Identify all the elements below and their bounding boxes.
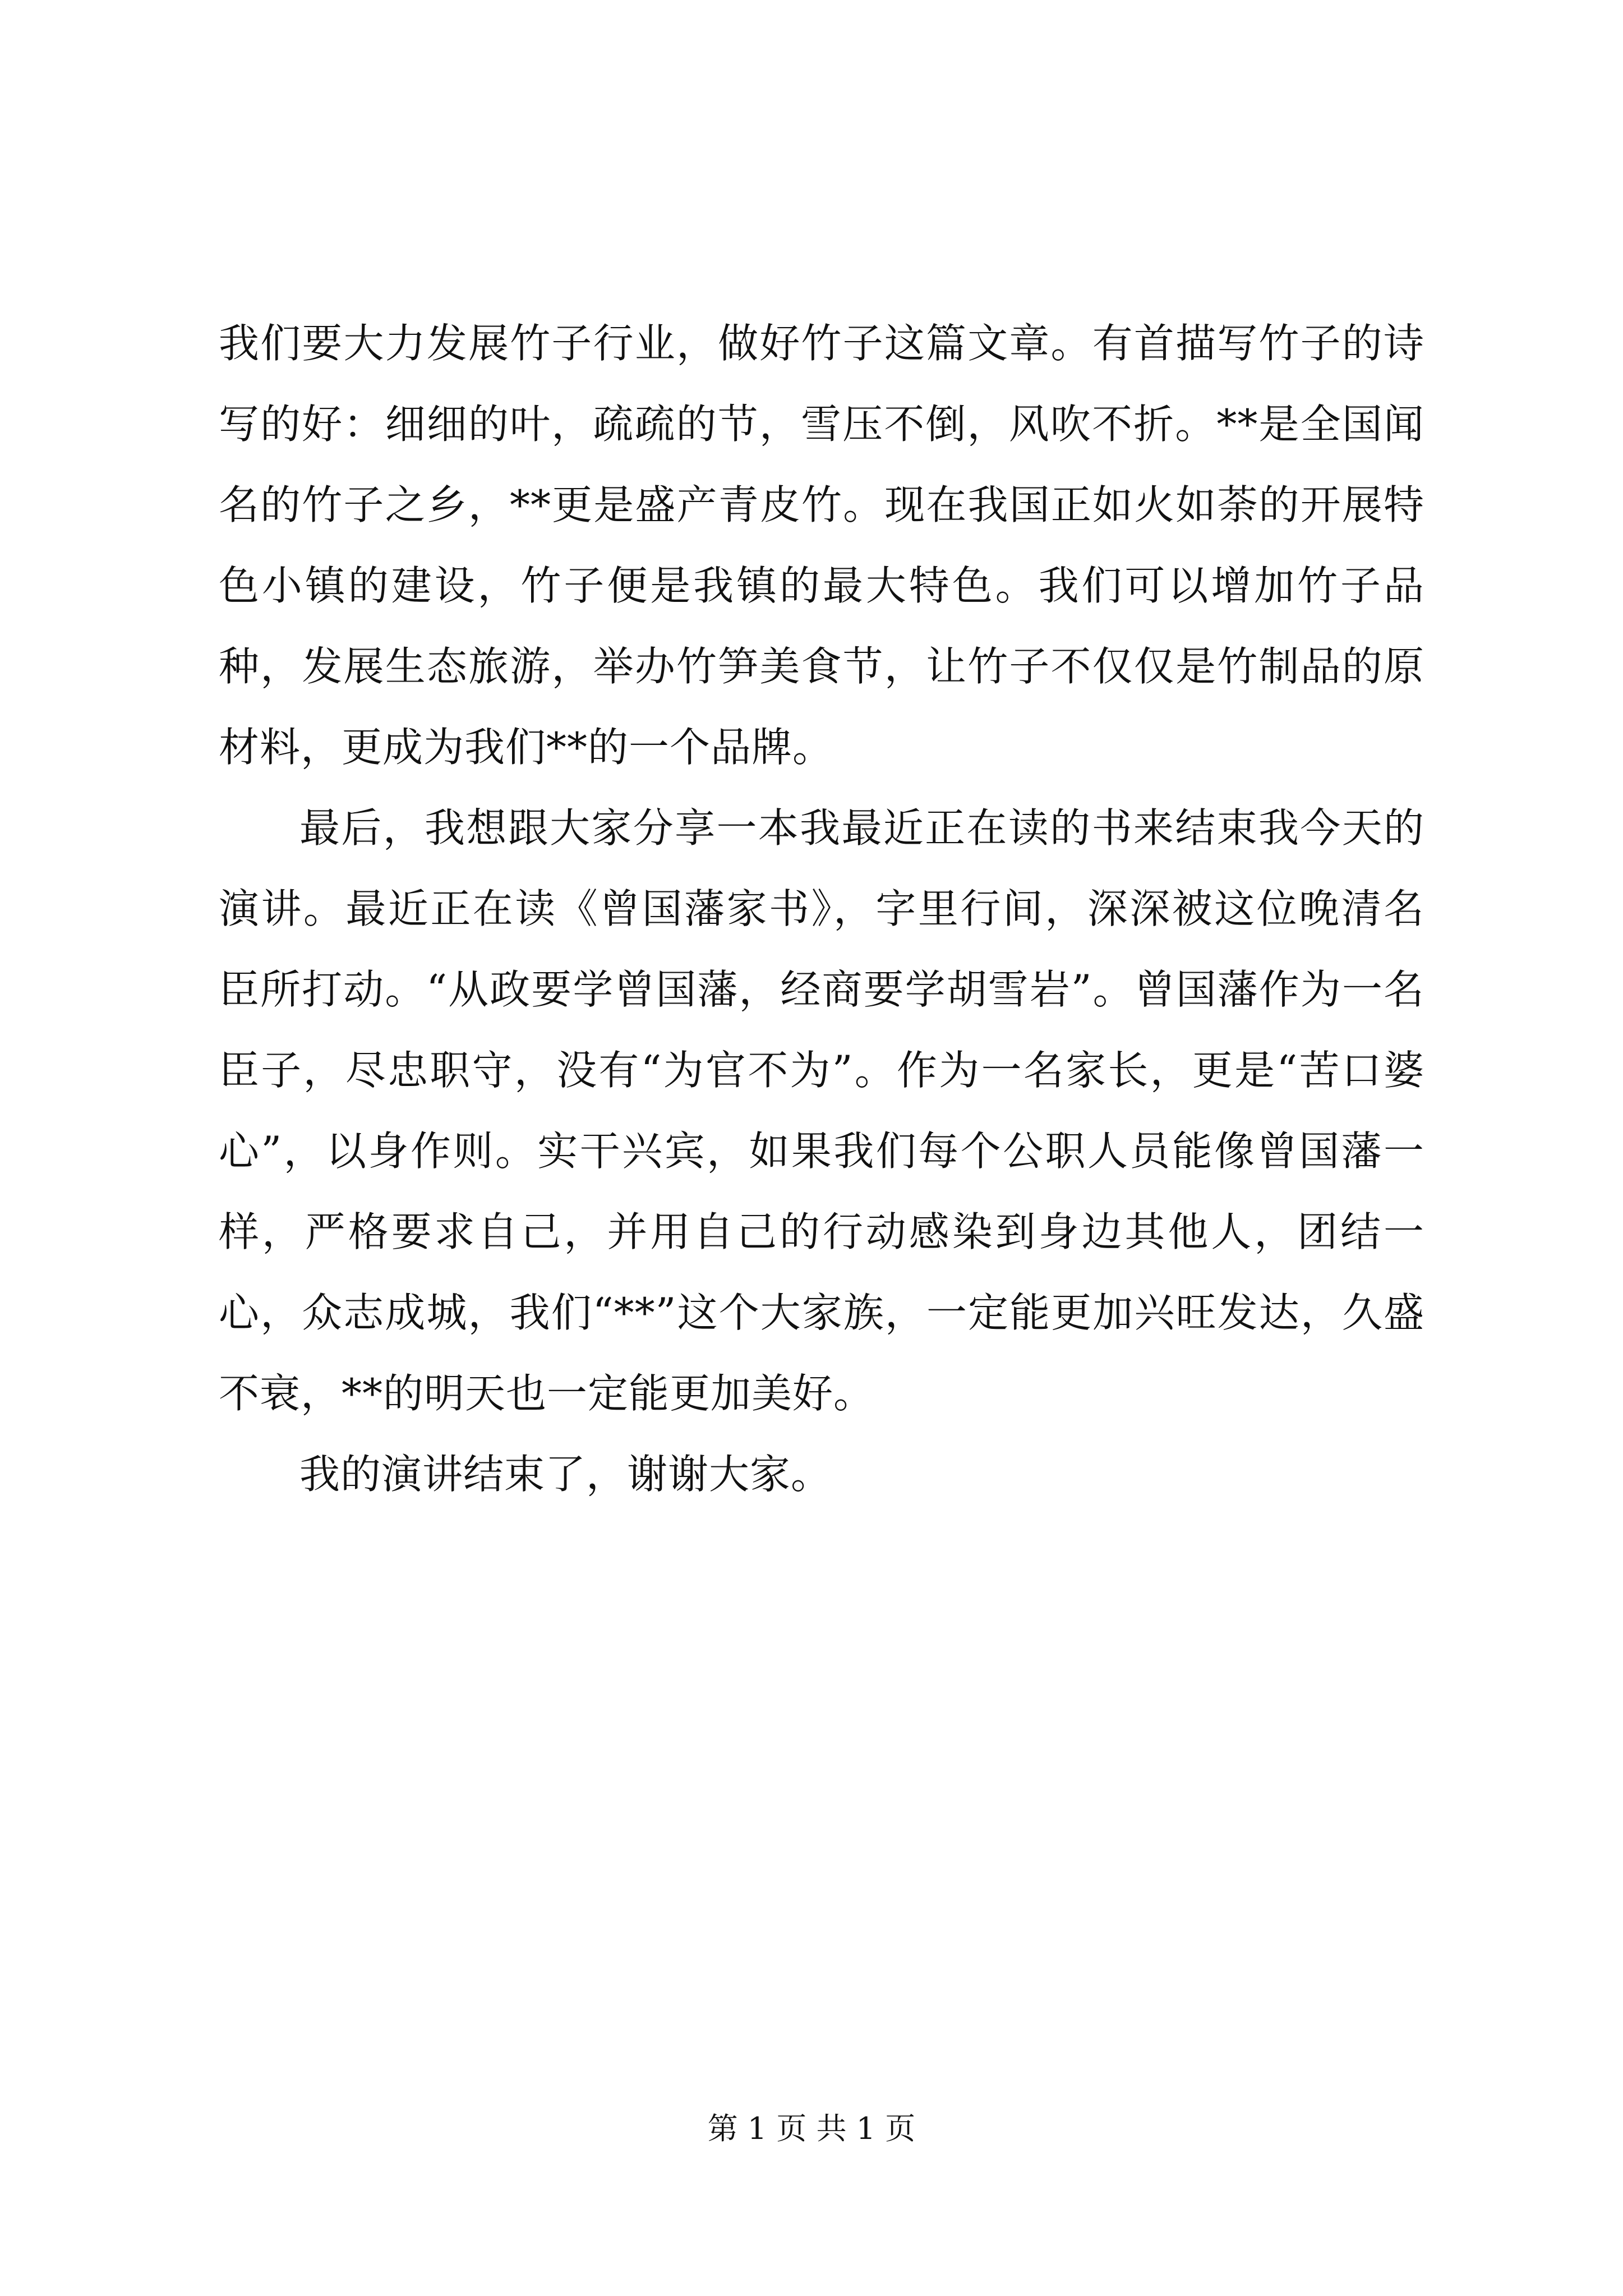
paragraph-book-sharing: 最后，我想跟大家分享一本我最近正在读的书来结束我今天的演讲。最近正在读《曾国藩家书》，字里行间，深深被这位晚清名臣所打动。“从政要学曾国藩，经商要学胡雪岩”。曾国藩作为一名臣子，尽忠职守，没有“为官不为”。作为一名家长，更是“苦口婆心”，以身作则。实干兴宾，如果我们每个公职人员能像曾国藩一样，严格要求自己，并用自己的行动感染到身边其他人，团结一心，众志成城，我们“**”这个大家族，一定能更加兴旺发达，久盛不衰，**的明天也一定能更加美好。 xyxy=(219,804,1424,1417)
paragraph-bamboo-industry: 我们要大力发展竹子行业，做好竹子这篇文章。有首描写竹子的诗写的好：细细的叶，疏疏的节，雪压不倒，风吹不折。**是全国闻名的竹子之乡，**更是盛产青皮竹。现在我国正如火如荼的开展特色小镇的建设，竹子便是我镇的最大特色。我们可以增加竹子品种，发展生态旅游，举办竹笋美食节，让竹子不仅仅是竹制品的原材料，更成为我们**的一个品牌。 xyxy=(219,320,1424,771)
page-footer xyxy=(0,2109,1623,2148)
document-body xyxy=(219,303,1424,1515)
paragraph-closing: 我的演讲结束了，谢谢大家。 xyxy=(299,1451,832,1498)
page-number-label: 第 1 页 共 1 页 xyxy=(707,2111,916,2146)
